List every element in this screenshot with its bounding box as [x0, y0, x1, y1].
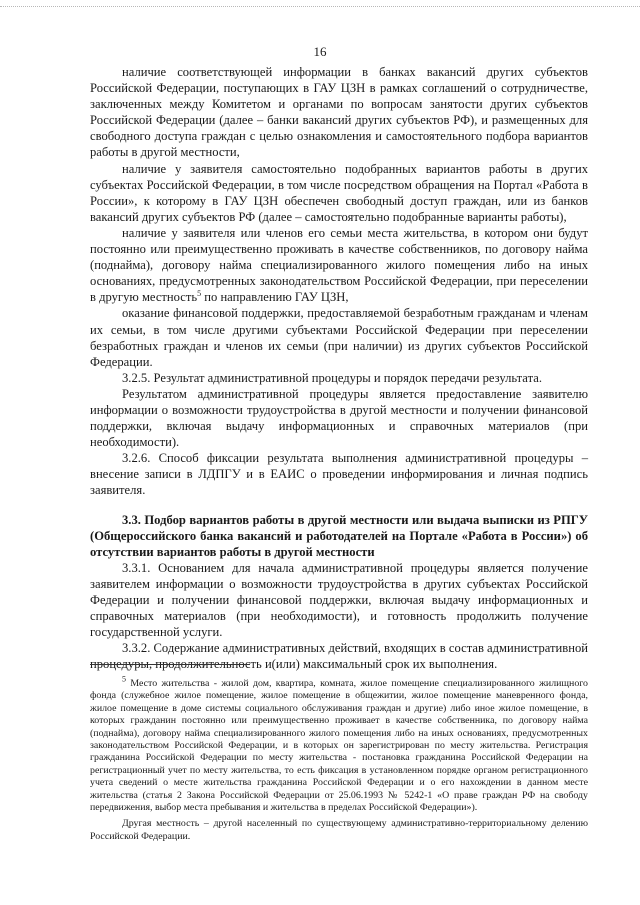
paragraph: 3.3.2. Содержание административных действий, входящих в состав административной процедуры, продолжительность и(или) максимальный срок их выполнения. — [90, 641, 588, 672]
paragraph-text: по направлению ГАУ ЦЗН, — [201, 290, 349, 305]
footnote-text: Другая местность – другой населенный по существующему административно-территориальному делению Российской Федерации. — [90, 818, 588, 842]
section-heading: 3.3. Подбор вариантов работы в другой местности или выдача выписки из РПГУ (Общероссийского банка вакансий и работодателей на Портале «Работа в России») об отсутствии вариантов работы в другой местности — [90, 512, 588, 559]
footnote — [90, 674, 588, 814]
paragraph-residence — [90, 225, 588, 305]
paragraph: наличие у заявителя самостоятельно подобранных вариантов работы в других субъектах Российской Федерации, в том числе посредством обращения на Портал «Работа в России», к которому в ГАУ ЦЗН обеспечен свободный доступ граждан, или из банков вакансий других субъектов РФ (далее – самостоятельно подобранные варианты работы), — [90, 161, 588, 224]
footnotes — [90, 674, 588, 843]
footnote-text: Место жительства - жилой дом, квартира, комната, жилое помещение специализированного жилищного фонда (служебное жилое помещение, жилое помещение в общежитии, жилое помещение маневренного фонда, жилое помещение в доме системы социального обслуживания граждан и другие) либо иное жилое помещение, в которых гражданин постоянно или преимущественно проживает в качестве собственника, по договору найма (поднайма), договору найма специализированного жилого помещения либо на иных основаниях, предусмотренных законодательством Российской Федерации, и в которых он зарегистрирован по месту жительства. Регистрация гражданина Российской Федерации по месту жительства - постановка гражданина Российской Федерации на регистрационный учет по месту жительства, то есть фиксация в установленном порядке органом регистрационного учета сведений о месте жительства гражданина Российской Федерации и о его нахождении в данном месте жительства (статья 2 Закона Российской Федерации от 25.06.1993 № 5242-1 «О праве граждан РФ на свободу передвижения, выбор места пребывания и жительства в пределах Российской Федерации»). — [90, 678, 588, 814]
paragraph: оказание финансовой поддержки, предоставляемой безработным гражданам и членам их семьи, в том числе другими субъектами Российской Федерации при переселении безработных граждан и членов их семьи (при наличии) из других субъектов Российской Федерации. — [90, 306, 588, 369]
document-body — [90, 64, 588, 672]
paragraph: 3.2.5. Результат административной процедуры и порядок передачи результата. — [122, 370, 542, 385]
page-number: 16 — [313, 44, 327, 59]
footnote-separator — [90, 664, 250, 665]
scan-top-edge — [0, 6, 640, 7]
paragraph: 3.2.6. Способ фиксации результата выполнения административной процедуры – внесение записи в ЛДПГУ и в ЕАИС о проведении информирования и личная подпись заявителя. — [90, 451, 588, 498]
paragraph: наличие соответствующей информации в банках вакансий других субъектов Российской Федерации, поступающих в ГАУ ЦЗН в рамках соглашений о сотрудничестве, заключенных между Комитетом и органами по вопросам занятости других субъектов Российской Федерации (далее – банки вакансий других субъектов РФ), и размещенных для свободного доступа граждан с целью ознакомления и самостоятельного подбора вариантов работы в другой местности, — [90, 65, 588, 160]
footnote-reference: 5 — [197, 289, 202, 299]
paragraph: Результатом административной процедуры является предоставление заявителю информации о возможности трудоустройства в другой местности и получении финансовой поддержки, включая выдачу информационных и справочных материалов (при необходимости). — [90, 386, 588, 450]
paragraph-text: наличие у заявителя или членов его семьи места жительства, в котором они будут постоянно или преимущественно проживать в качестве собственников, по договору найма (поднайма), договору найма специализированного жилого помещения либо на иных основаниях, предусмотренных законодательством Российской Федерации, при переселении в другую местность — [90, 225, 588, 305]
footnote — [90, 818, 588, 843]
paragraph: 3.3.1. Основанием для начала административной процедуры является получение заявителем информации о возможности трудоустройства в других субъектах Российской Федерации и получении финансовой поддержки, включая выдачу информационных и справочных материалов (при необходимости), и готовность продолжить получение государственной услуги. — [90, 560, 588, 640]
footnote-mark: 5 — [122, 674, 126, 684]
